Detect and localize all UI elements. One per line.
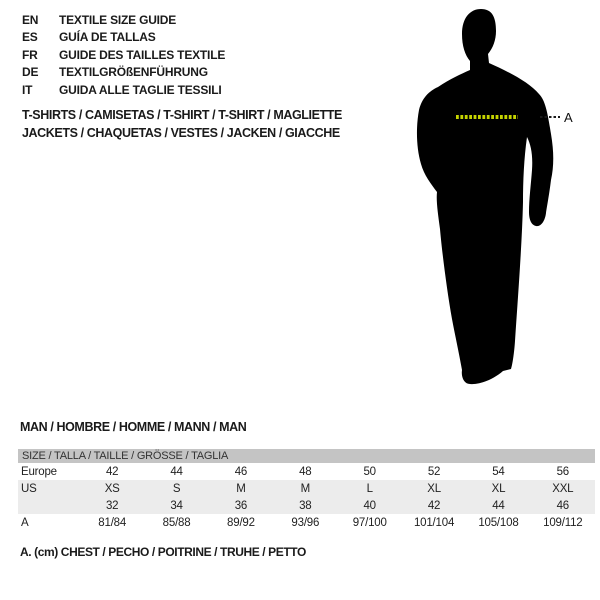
size-cell: XS	[80, 480, 144, 497]
size-cell: 36	[209, 497, 273, 514]
size-table-header: SIZE / TALLA / TAILLE / GRÖSSE / TAGLIA	[18, 449, 595, 463]
size-cell: 32	[80, 497, 144, 514]
size-cell: 93/96	[291, 516, 320, 529]
size-cell: M	[273, 480, 337, 497]
size-cell: 40	[338, 497, 402, 514]
language-row-de	[22, 64, 225, 82]
footnote-chest-measure: A. (cm) CHEST / PECHO / POITRINE / TRUHE / PETTO	[20, 545, 306, 559]
size-cell: 105/108	[478, 516, 519, 529]
table-row-us-numeric	[18, 497, 595, 514]
size-cell: 46	[531, 497, 595, 514]
size-cell: 85/88	[162, 516, 191, 529]
size-cell: XL	[466, 480, 530, 497]
row-label: US	[18, 480, 80, 497]
language-row-fr	[22, 46, 225, 64]
size-cell: 44	[170, 465, 183, 478]
size-cell: 109/112	[543, 516, 583, 529]
table-row-europe	[18, 463, 595, 480]
size-cell: 42	[105, 465, 119, 478]
size-cell: 42	[402, 497, 466, 514]
language-label: GUIDA ALLE TAGLIE TESSILI	[59, 82, 222, 97]
category-line-tshirts: T-SHIRTS / CAMISETAS / T-SHIRT / T-SHIRT / MAGLIETTE	[22, 108, 342, 122]
measure-label-a: A	[564, 110, 573, 125]
language-row-it	[22, 81, 225, 99]
row-label: Europe	[21, 465, 57, 478]
size-cell: 89/92	[227, 516, 255, 529]
language-code: DE	[22, 65, 39, 80]
size-cell: 44	[466, 497, 530, 514]
size-cell: 81/84	[98, 516, 127, 529]
size-cell: L	[338, 480, 402, 497]
language-label: GUÍA DE TALLAS	[59, 30, 156, 45]
language-code: EN	[22, 12, 39, 27]
language-label: GUIDE DES TAILLES TEXTILE	[59, 47, 226, 62]
size-cell: 97/100	[352, 516, 387, 529]
category-line-jackets: JACKETS / CHAQUETAS / VESTES / JACKEN / GIACCHE	[22, 125, 340, 140]
table-row-us	[18, 480, 595, 497]
size-cell: 48	[299, 465, 312, 478]
section-title-man: MAN / HOMBRE / HOMME / MANN / MAN	[20, 420, 247, 434]
row-label: A	[21, 516, 29, 529]
language-row-es	[22, 29, 225, 47]
size-cell: 56	[556, 465, 570, 478]
size-table	[18, 449, 595, 531]
size-cell: 54	[492, 465, 505, 478]
size-cell: 50	[363, 465, 376, 478]
language-label: TEXTILGRÖßENFÜHRUNG	[59, 65, 208, 80]
size-cell: 52	[427, 465, 441, 478]
size-cell: M	[209, 480, 273, 497]
size-cell: 34	[144, 497, 208, 514]
man-silhouette	[417, 9, 553, 384]
size-cell: 46	[234, 465, 248, 478]
language-row-en	[22, 11, 225, 29]
size-cell: 38	[273, 497, 337, 514]
size-table-header-row	[18, 449, 595, 463]
size-cell: XL	[402, 480, 466, 497]
table-row-chest-a	[18, 514, 595, 531]
language-code: FR	[22, 47, 38, 62]
size-cell: S	[144, 480, 208, 497]
garment-categories	[22, 107, 342, 142]
row-label	[18, 497, 80, 514]
size-cell: XXL	[531, 480, 595, 497]
language-code: IT	[22, 82, 33, 97]
language-list	[22, 11, 225, 99]
language-label: TEXTILE SIZE GUIDE	[59, 12, 177, 27]
man-silhouette-figure	[390, 0, 600, 400]
size-cell: 101/104	[413, 516, 455, 529]
language-code: ES	[22, 30, 38, 45]
